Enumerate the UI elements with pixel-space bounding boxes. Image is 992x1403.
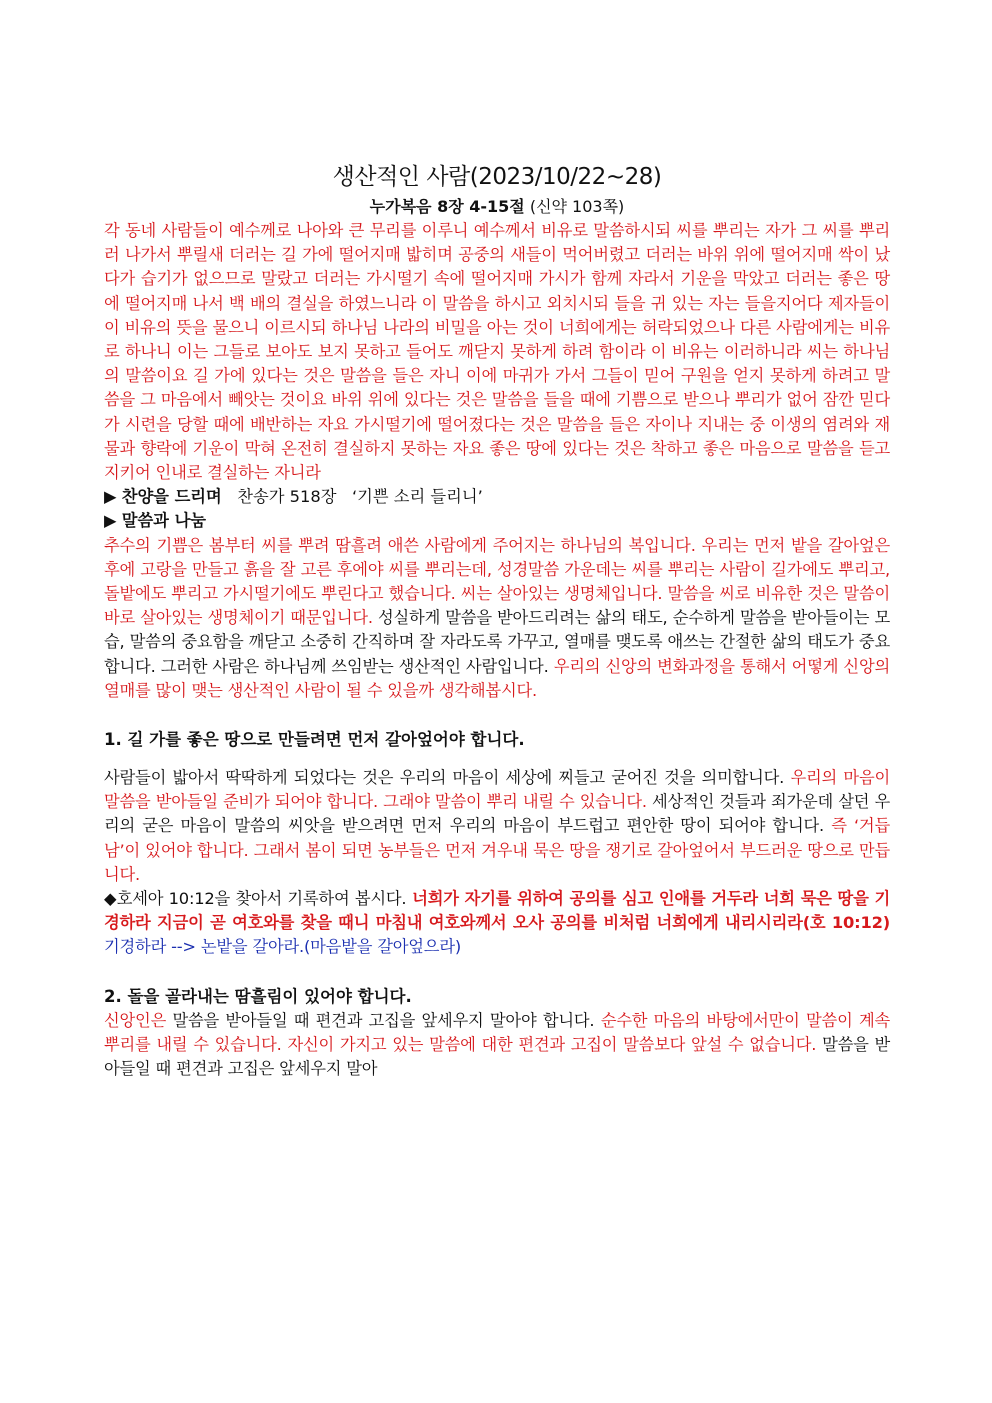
s1-verse-text: 너희가 자기를 위하여 공의를 심고 인애를 거두라 너희 묵은 땅을 기경하라 지금이 곧 여호와를 찾을 때니 마침내 여호와께서 오사 공의를 비처럼 너희에게 내리시리라(호 10:12): [104, 889, 890, 933]
praise-hymn: 찬송가 518장: [237, 487, 337, 507]
sharing-paragraph: [104, 534, 890, 703]
section-1-heading: 1. 길 가를 좋은 땅으로 만들려면 먼저 갈아엎어야 합니다.: [104, 730, 525, 750]
scripture-text: 각 동네 사람들이 예수께로 나아와 큰 무리를 이루니 예수께서 비유로 말씀하시되 씨를 뿌리는 자가 그 씨를 뿌리러 나가서 뿌릴새 더러는 길 가에 떨어지매 밟히며 공중의 새들이 먹어버렸고 더러는 바위 위에 떨어지매 싹이 났다가 습기가 없으므로 말랐고 더러는 가시떨기 속에 떨어지매 가시가 함께 자라서 기운을 막았고 더러는 좋은 땅에 떨어지매 나서 백 배의 결실을 하였느니라 이 말씀을 하시고 외치시되 들을 귀 있는 자는 들을지어다 제자들이 이 비유의 뜻을 물으니 이르시되 하나님 나라의 비밀을 아는 것이 너희에게는 허락되었으나 다른 사람에게는 비유로 하나니 이는 그들로 보아도 보지 못하고 들어도 깨닫지 못하게 하려 함이라 이 비유는 이러하니라 씨는 하나님의 말씀이요 길 가에 있다는 것은 말씀을 들은 자니 이에 마귀가 가서 그들이 믿어 구원을 얻지 못하게 하려고 말씀을 그 마음에서 빼앗는 것이요 바위 위에 있다는 것은 말씀을 들을 때에 기쁨으로 받으나 뿌리가 없어 잠깐 믿다가 시련을 당할 때에 배반하는 자요 가시떨기에 떨어졌다는 것은 말씀을 들은 자이나 지내는 중 이생의 염려와 재물과 향락에 기운이 막혀 온전히 결실하지 못하는 자요 좋은 땅에 있다는 것은 착하고 좋은 마음으로 말씀을 듣고 지키어 인내로 결실하는 자니라: [104, 221, 890, 483]
section-1-verse-paragraph: [104, 887, 890, 960]
praise-marker-icon: ▶: [104, 487, 117, 507]
s1-black2: 세상적인 것들과 죄가운데 살던 우리의 굳은 마음이 말씀의 씨앗을 받으려면 먼저 우리의 마음이 부드럽고 편안한 땅이 되어야 합니다.: [104, 792, 890, 836]
sharing-intro-red2: 우리의 신앙의 변화과정을 통해서 어떻게 신앙의 열매를 많이 맺는 생산적인 사람이 될 수 있을까 생각해봅시다.: [104, 656, 890, 700]
sharing-intro-red: 추수의 기쁨은 봄부터 씨를 뿌려 땀흘려 애쓴 사람에게 주어지는 하나님의 복입니다. 우리는 먼저 밭을 갈아엎은 후에 고랑을 만들고 흙을 잘 고른 후에야 씨를 뿌리는데, 성경말씀 가운데는 씨를 뿌리는 사람이 길가에도 뿌리고, 돌밭에도 뿌리고 가시떨기에도 뿌린다고 했습니다. 씨는 살아있는 생명체입니다. 말씀을 씨로 비유한 것은 말씀이 바로 살아있는 생명체이기 때문입니다.: [104, 535, 890, 628]
section-1-paragraph: [104, 766, 890, 887]
section-2-paragraph: [104, 1009, 890, 1082]
page-title: 생산적인 사람(2023/10/22~28): [332, 164, 662, 190]
s1-black: 사람들이 밟아서 딱딱하게 되었다는 것은 우리의 마음이 세상에 찌들고 굳어진 것을 의미합니다.: [104, 768, 785, 788]
praise-line: [104, 485, 890, 509]
praise-song: ‘기쁜 소리 들리니’: [352, 487, 483, 507]
s1-red2: 즉 ‘거듭남’이 있어야 합니다. 그래서 봄이 되면 농부들은 먼저 겨우내 묵은 땅을 쟁기로 갈아엎어서 부드러운 땅으로 만듭니다.: [104, 816, 890, 884]
s2-red: 신앙인은: [104, 1010, 167, 1030]
s1-red: 우리의 마음이 말씀을 받아들일 준비가 되어야 합니다. 그래야 말씀이 뿌리 내릴 수 있습니다.: [104, 768, 890, 812]
s2-black2: 말씀을 받아들일 때 편견과 고집은 앞세우지 말아: [104, 1034, 891, 1079]
sharing-label: 말씀과 나눔: [121, 511, 207, 531]
s2-black: 말씀을 받아들일 때 편견과 고집을 앞세우지 말아야 합니다.: [166, 1010, 595, 1030]
document-page: [104, 160, 890, 1081]
scripture-ref-extra: (신약 103쪽): [524, 197, 625, 216]
s2-red2: 순수한 마음의 바탕에서만이 말씀이 계속 뿌리를 내릴 수 있습니다. 자신이 가지고 있는 말씀에 대한 편견과 고집이 말씀보다 앞설 수 없습니다.: [104, 1010, 890, 1054]
sharing-intro-black: 성실하게 말씀을 받아드리려는 삶의 태도, 순수하게 말씀을 받아들이는 모습, 말씀의 중요함을 깨닫고 소중히 간직하며 잘 자라도록 가꾸고, 열매를 맺도록 애쓰는 간절한 삶의 태도가 중요합니다. 그러한 사람은 하나님께 쓰임받는 생산적인 사람입니다.: [104, 608, 890, 676]
section-2-heading: 2. 돌을 골라내는 땀흘림이 있어야 합니다.: [104, 986, 412, 1006]
s1-verse-note: 기경하라 --> 논밭을 갈아라.(마음밭을 갈아엎으라): [104, 937, 462, 957]
scripture-ref-bold: 누가복음 8장 4-15절: [369, 197, 525, 216]
sharing-marker-icon: ▶: [104, 511, 117, 531]
praise-label: 찬양을 드리며: [121, 487, 222, 507]
sharing-line: [104, 509, 890, 533]
s1-verse-prompt: ◆호세아 10:12을 찾아서 기록하여 봅시다.: [104, 889, 407, 909]
scripture-reference: [104, 195, 890, 219]
